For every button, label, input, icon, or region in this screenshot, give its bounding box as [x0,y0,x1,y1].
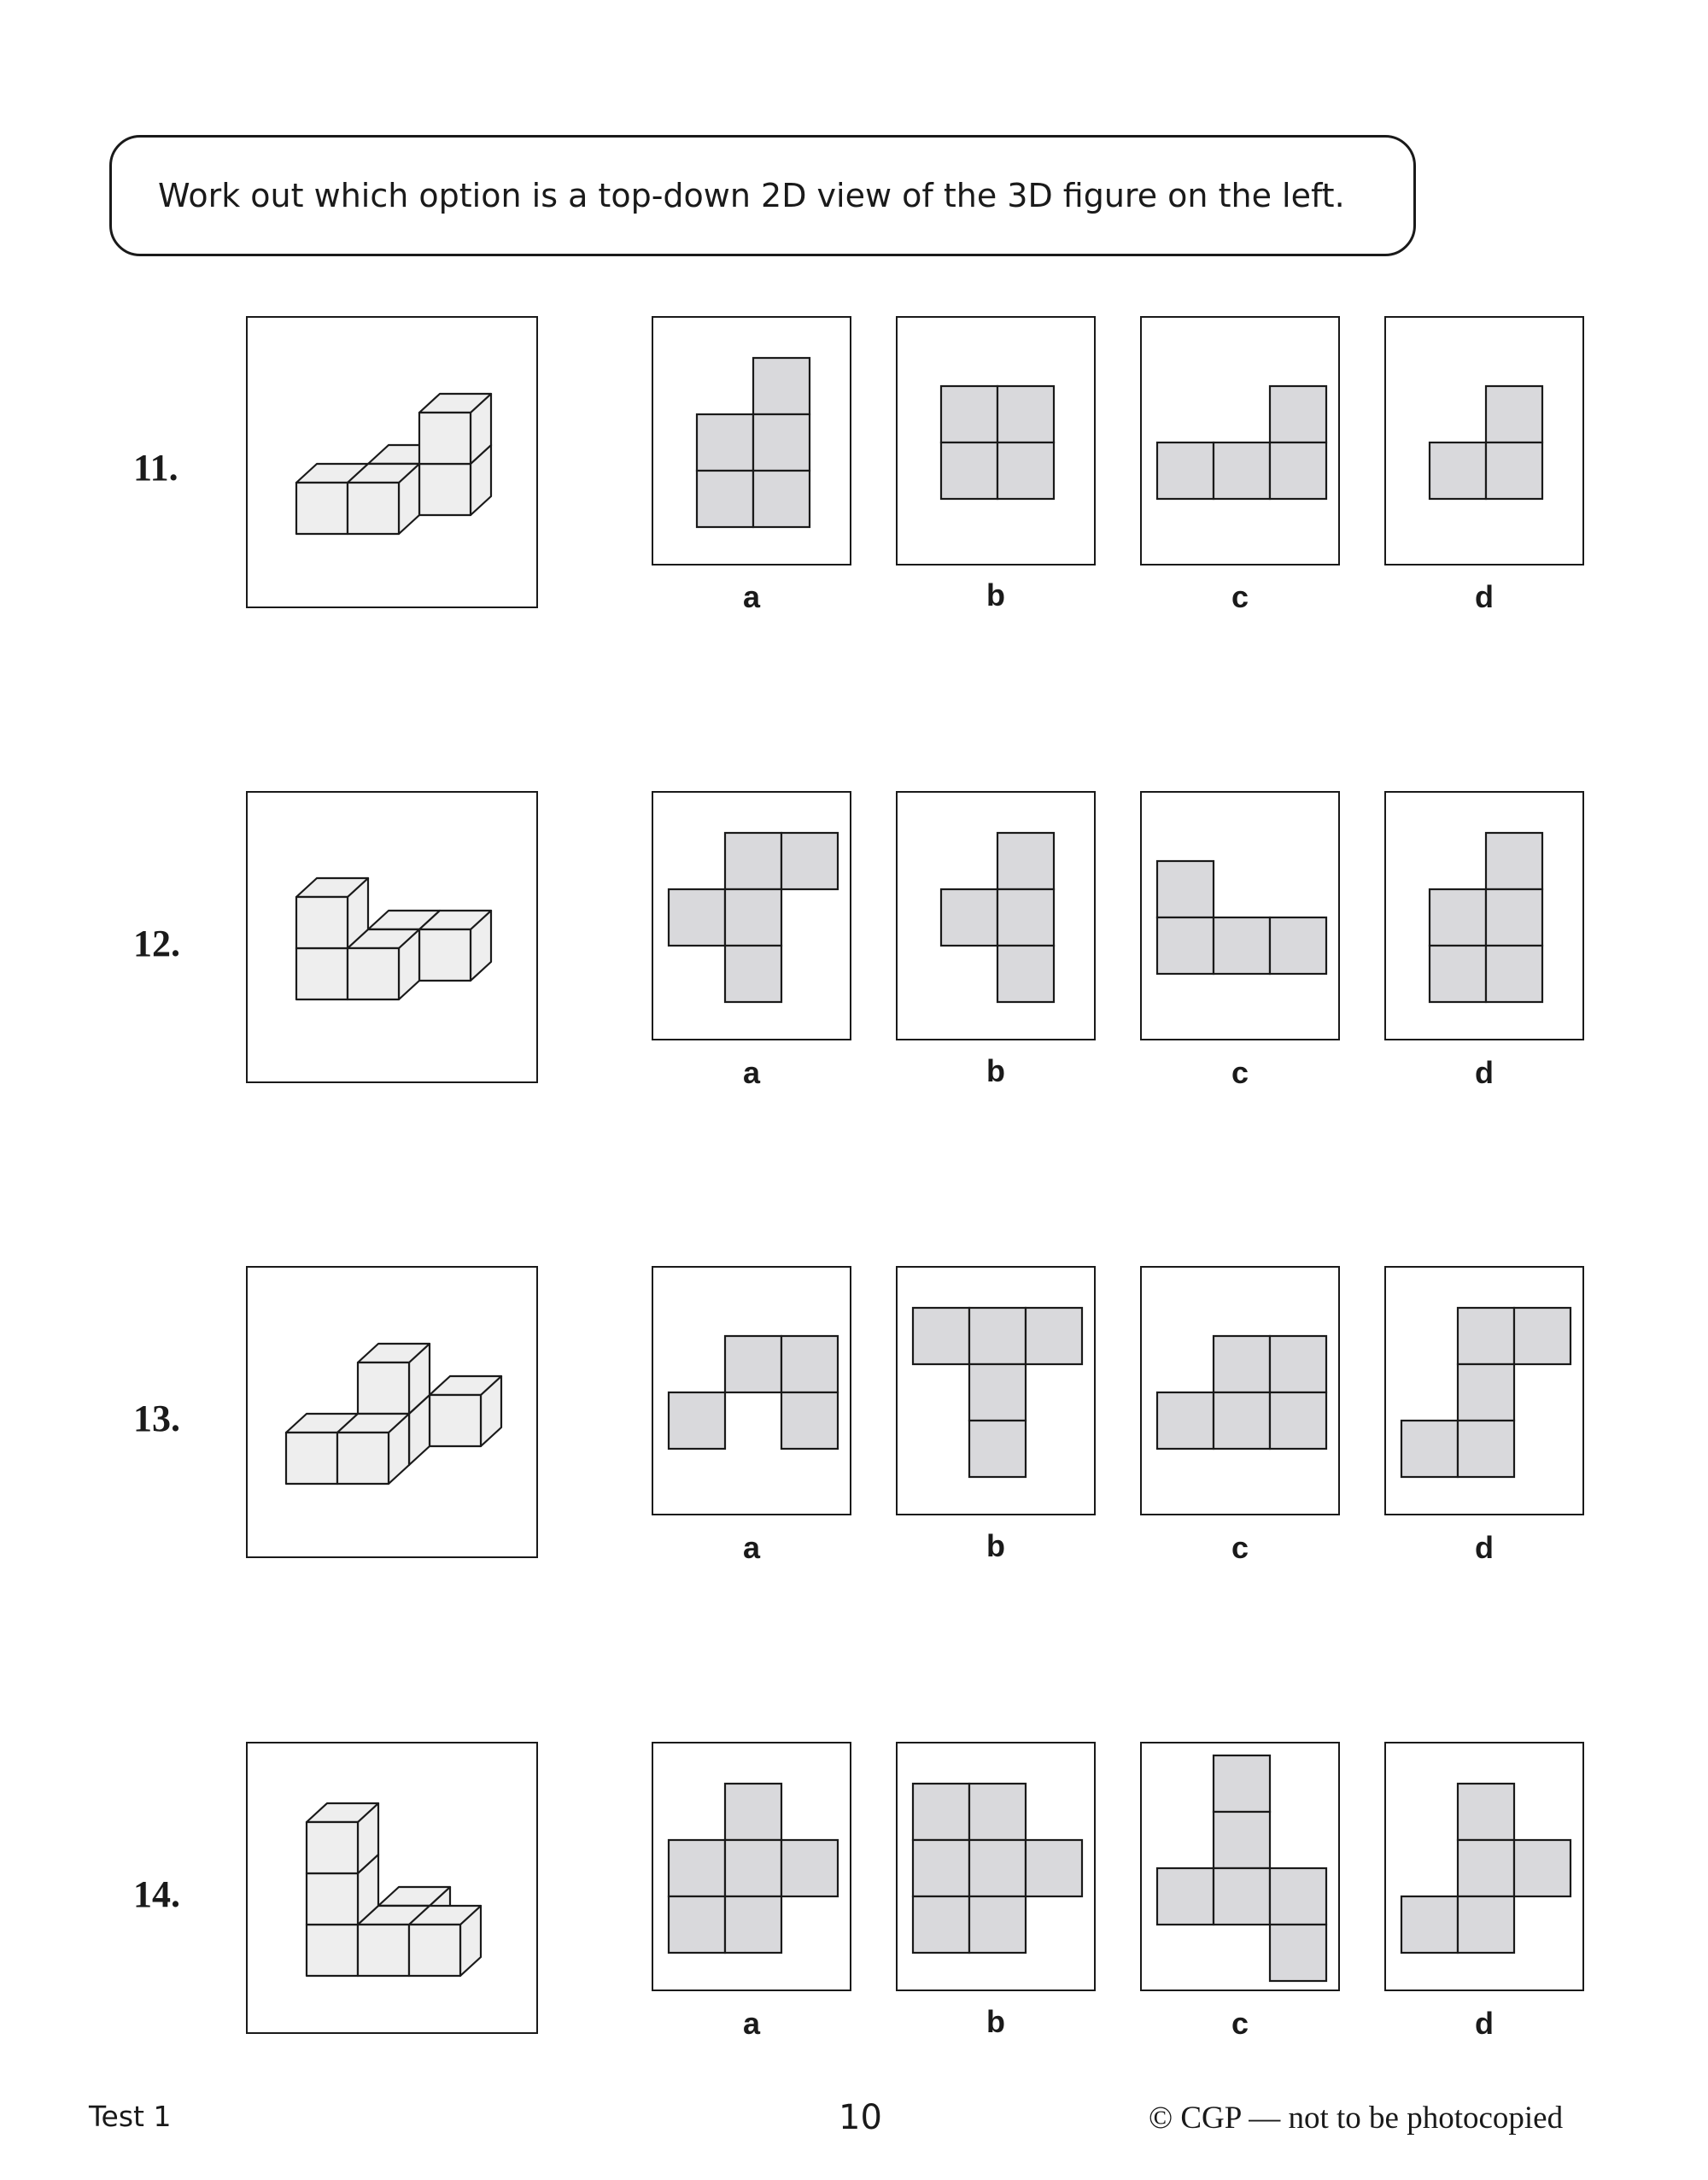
grid-tile [781,833,838,889]
grid-tile [1214,1868,1270,1925]
grid-tile [1430,442,1486,499]
figure-3d [248,1268,540,1560]
grid-tile [1401,1896,1458,1953]
grid-tile [669,1392,725,1449]
grid-tile [669,889,725,946]
option-c-box[interactable] [1140,1266,1340,1515]
cube [358,1344,430,1414]
option-d-box[interactable] [1384,791,1584,1040]
grid-tile [1270,386,1326,442]
grid-tile [1157,442,1214,499]
option-d-box[interactable] [1384,1742,1584,1991]
grid-tile [753,414,810,471]
grid-tile [1430,889,1486,946]
grid-tile [969,1896,1026,1953]
option-label: a [742,1530,761,1565]
cube [296,878,368,948]
grid-tile [1214,442,1270,499]
option-a-box[interactable] [652,316,851,566]
figure-box [246,791,538,1083]
grid-tile [1514,1840,1571,1896]
figure-3d [248,793,540,1085]
option-label: d [1475,2006,1494,2041]
option-grid [1386,1743,1586,1993]
grid-tile [725,1784,781,1840]
grid-tile [969,1308,1026,1364]
grid-tile [1270,442,1326,499]
grid-tile [697,414,753,471]
option-grid [653,1743,853,1993]
grid-tile [1458,1308,1514,1364]
option-grid [1142,318,1342,567]
grid-tile [1514,1308,1571,1364]
option-grid [1386,318,1586,567]
grid-tile [1214,917,1270,974]
grid-tile [1486,386,1542,442]
option-label: c [1231,2006,1249,2041]
grid-tile [1430,946,1486,1002]
cube [348,929,419,999]
grid-tile [669,1896,725,1953]
option-grid [1386,1268,1586,1517]
grid-tile [1458,1896,1514,1953]
option-grid [653,1268,853,1517]
grid-tile [913,1840,969,1896]
option-grid [653,793,853,1042]
option-c-box[interactable] [1140,791,1340,1040]
question-number: 12. [133,923,180,964]
grid-tile [1157,1868,1214,1925]
figure-3d [248,318,540,610]
option-label: b [986,1528,1005,1563]
option-label: b [986,577,1005,612]
grid-tile [1270,1336,1326,1392]
grid-tile [969,1784,1026,1840]
grid-tile [1486,833,1542,889]
instruction-text: Work out which option is a top-down 2D view of the 3D figure on the left. [158,177,1345,214]
grid-tile [997,946,1054,1002]
grid-tile [1214,1755,1270,1812]
option-grid [898,793,1097,1042]
grid-tile [669,1840,725,1896]
option-grid [1142,1268,1342,1517]
option-c-box[interactable] [1140,1742,1340,1991]
question-number: 13. [133,1398,180,1439]
option-label: a [742,2006,761,2041]
grid-tile [725,946,781,1002]
grid-tile [997,833,1054,889]
grid-tile [1486,442,1542,499]
grid-tile [997,889,1054,946]
option-grid [1386,793,1586,1042]
grid-tile [1214,1812,1270,1868]
option-label: d [1475,579,1494,614]
option-a-box[interactable] [652,1742,851,1991]
option-a-box[interactable] [652,1266,851,1515]
instruction-box [109,135,1416,256]
cube [348,464,419,534]
option-grid [1142,793,1342,1042]
grid-tile [969,1364,1026,1421]
grid-tile [1458,1840,1514,1896]
grid-tile [725,833,781,889]
figure-3d [248,1743,540,2036]
grid-tile [753,471,810,527]
option-grid [653,318,853,567]
option-c-box[interactable] [1140,316,1340,566]
option-b-box[interactable] [896,1266,1096,1515]
grid-tile [969,1421,1026,1477]
cube [419,911,491,981]
grid-tile [725,1840,781,1896]
grid-tile [913,1784,969,1840]
grid-tile [1458,1421,1514,1477]
option-b-box[interactable] [896,1742,1096,1991]
grid-tile [753,358,810,414]
cube [430,1376,501,1446]
grid-tile [969,1840,1026,1896]
grid-tile [997,442,1054,499]
grid-tile [1270,1925,1326,1981]
grid-tile [1270,1868,1326,1925]
grid-tile [997,386,1054,442]
option-label: a [742,1055,761,1090]
grid-tile [941,386,997,442]
cube [409,1906,481,1976]
option-grid [1142,1743,1342,1993]
option-d-box[interactable] [1384,316,1584,566]
option-b-box[interactable] [896,316,1096,566]
grid-tile [1214,1336,1270,1392]
grid-tile [1270,917,1326,974]
grid-tile [1401,1421,1458,1477]
cube [337,1414,409,1484]
grid-tile [781,1392,838,1449]
page-number: 10 [839,2098,882,2137]
option-label: c [1231,579,1249,614]
option-label: c [1231,1055,1249,1090]
option-label: b [986,2004,1005,2039]
grid-tile [725,1896,781,1953]
grid-tile [781,1840,838,1896]
grid-tile [1157,1392,1214,1449]
option-grid [898,1743,1097,1993]
grid-tile [781,1336,838,1392]
grid-tile [1157,917,1214,974]
cube [307,1803,378,1873]
grid-tile [1026,1308,1082,1364]
footer-test-label: Test 1 [89,2100,172,2133]
option-grid [898,1268,1097,1517]
grid-tile [913,1896,969,1953]
grid-tile [725,1336,781,1392]
copyright-notice: © CGP — not to be photocopied [1149,2101,1564,2136]
option-grid [898,318,1097,567]
grid-tile [1270,1392,1326,1449]
grid-tile [1026,1840,1082,1896]
grid-tile [941,889,997,946]
option-d-box[interactable] [1384,1266,1584,1515]
cube [419,394,491,464]
option-label: a [742,579,761,614]
figure-box [246,1742,538,2034]
option-b-box[interactable] [896,791,1096,1040]
grid-tile [1486,946,1542,1002]
grid-tile [913,1308,969,1364]
figure-box [246,316,538,608]
grid-tile [941,442,997,499]
grid-tile [1214,1392,1270,1449]
grid-tile [1458,1364,1514,1421]
figure-box [246,1266,538,1558]
option-a-box[interactable] [652,791,851,1040]
question-number: 14. [133,1873,180,1915]
grid-tile [697,471,753,527]
option-label: b [986,1053,1005,1088]
grid-tile [1157,861,1214,917]
option-label: d [1475,1530,1494,1565]
grid-tile [1486,889,1542,946]
option-label: d [1475,1055,1494,1090]
grid-tile [1458,1784,1514,1840]
question-number: 11. [133,447,178,489]
grid-tile [725,889,781,946]
option-label: c [1231,1530,1249,1565]
